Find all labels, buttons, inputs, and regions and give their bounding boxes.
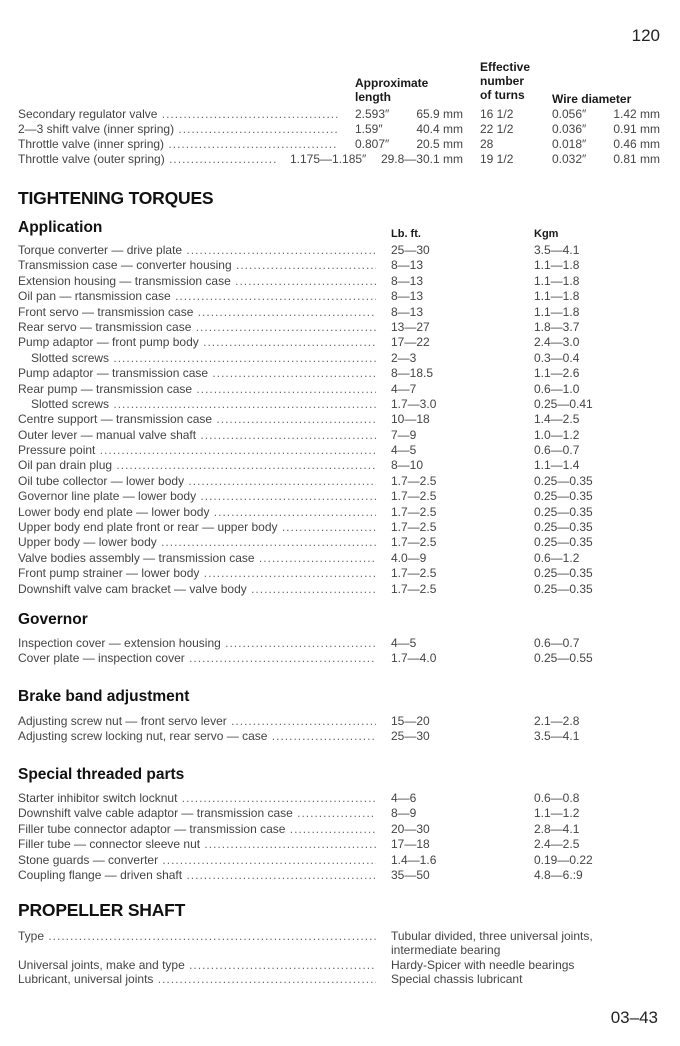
torque-label: Extension housing — transmission case ..... (18, 274, 376, 289)
torque-label: Adjusting screw locking nut, rear servo — case ..... (18, 729, 376, 744)
header-line: number (480, 74, 525, 88)
spring-row (18, 152, 668, 167)
col-kgm-header: Kgm (534, 228, 559, 240)
lbft-value: 1.7—2.5 (391, 473, 437, 488)
kgm-value: 0.19—0.22 (534, 852, 593, 867)
torque-row (18, 428, 668, 443)
lbft-value: 4.0—9 (391, 550, 427, 565)
kgm-value: 1.1—2.6 (534, 366, 580, 381)
length-mm: 65.9 mm (416, 107, 463, 121)
torque-row (18, 289, 668, 304)
torque-label: Lower body end plate — lower body ..... (18, 505, 376, 520)
torque-row (18, 520, 668, 535)
torque-label: Filler tube — connector sleeve nut ..... (18, 837, 376, 852)
torque-label: Front pump strainer — lower body ..... (18, 566, 376, 581)
wire-in: 0.032″ (552, 152, 587, 166)
torque-row (18, 837, 668, 852)
kgm-value: 1.1—1.4 (534, 458, 580, 473)
kgm-value: 1.0—1.2 (534, 427, 580, 442)
length-in: 1.59″ (355, 122, 383, 136)
spring-row (18, 107, 668, 122)
special-threaded-table (18, 791, 668, 883)
kgm-value: 2.1—2.8 (534, 714, 580, 728)
spring-label: Throttle valve (inner spring) ..... (18, 137, 338, 152)
lbft-value: 17—18 (391, 837, 430, 852)
kgm-value: 0.25—0.55 (534, 651, 593, 666)
torque-label: Inspection cover — extension housing ..... (18, 636, 376, 651)
torque-label: Pump adaptor — front pump body ..... (18, 335, 376, 350)
lbft-value: 20—30 (391, 821, 430, 836)
torque-row (18, 714, 668, 729)
torque-row (18, 868, 668, 883)
wire-in: 0.036″ (552, 122, 587, 136)
kgm-value: 0.25—0.35 (534, 473, 593, 488)
spring-row (18, 137, 668, 152)
lbft-value: 25—30 (391, 729, 430, 744)
torque-row (18, 305, 668, 320)
special-threaded-heading: Special threaded parts (18, 766, 185, 783)
spec-value-line: intermediate bearing (391, 943, 501, 957)
lbft-value: 7—9 (391, 427, 417, 442)
page-number-top: 120 (631, 26, 660, 45)
col-lbft-header: Lb. ft. (391, 228, 421, 240)
lbft-value: 17—22 (391, 335, 430, 350)
torque-label: Governor line plate — lower body ..... (18, 489, 376, 504)
spec-label: Lubricant, universal joints ..... (18, 972, 376, 986)
kgm-value: 1.8—3.7 (534, 319, 580, 334)
spring-table (18, 107, 668, 167)
spring-label: Throttle valve (outer spring) ..... (18, 152, 278, 167)
kgm-value: 1.1—1.8 (534, 289, 580, 304)
torque-label: Adjusting screw nut — front servo lever ..... (18, 714, 376, 729)
torque-label: Slotted screws ..... (18, 351, 376, 366)
torque-row (18, 489, 668, 504)
torque-label: Downshift valve cam bracket — valve body ..... (18, 582, 376, 597)
kgm-value: 0.6—1.0 (534, 381, 580, 396)
torque-label: Centre support — transmission case ..... (18, 412, 376, 427)
wire-in: 0.056″ (552, 107, 587, 121)
torque-label: Cover plate — inspection cover ..... (18, 651, 376, 666)
kgm-value: 1.1—1.8 (534, 304, 580, 319)
kgm-value: 0.25—0.41 (534, 396, 593, 411)
torque-label: Starter inhibitor switch locknut ..... (18, 791, 376, 806)
length-mm: 20.5 mm (416, 137, 463, 151)
torque-label: Upper body — lower body ..... (18, 535, 376, 550)
torque-label: Pump adaptor — transmission case ..... (18, 366, 376, 381)
header-line: of turns (480, 88, 525, 102)
header-line: Approximate (355, 76, 429, 90)
torque-row (18, 443, 668, 458)
kgm-value: 0.25—0.35 (534, 581, 593, 596)
wire-in: 0.018″ (552, 137, 587, 151)
torque-label: Valve bodies assembly — transmission case ..... (18, 551, 376, 566)
kgm-value: 0.6—0.7 (534, 443, 580, 458)
kgm-value: 2.4—2.5 (534, 837, 580, 852)
torque-row (18, 382, 668, 397)
kgm-value: 0.25—0.35 (534, 489, 593, 504)
kgm-value: 1.1—1.8 (534, 273, 580, 288)
torque-row (18, 806, 668, 821)
torque-row (18, 397, 668, 412)
torque-row (18, 335, 668, 350)
lbft-value: 1.7—2.5 (391, 566, 437, 581)
torque-row (18, 822, 668, 837)
lbft-value: 35—50 (391, 867, 430, 882)
torque-table (18, 243, 668, 597)
torque-row (18, 729, 668, 744)
torque-label: Filler tube connector adaptor — transmission case ..... (18, 822, 376, 837)
lbft-value: 25—30 (391, 243, 430, 257)
lbft-value: 4—5 (391, 636, 417, 650)
spring-col-wire-header: Wire diameter (552, 92, 632, 106)
lbft-value: 1.4—1.6 (391, 852, 437, 867)
application-heading: Application (18, 219, 103, 236)
torque-row (18, 582, 668, 597)
kgm-value: 0.25—0.35 (534, 535, 593, 550)
header-line: length (355, 90, 391, 104)
kgm-value: 0.25—0.35 (534, 504, 593, 519)
lbft-value: 4—5 (391, 443, 417, 458)
length-in: 1.175—1.185″ (290, 152, 367, 166)
section-title-propeller-shaft: PROPELLER SHAFT (18, 900, 186, 920)
torque-row (18, 636, 668, 651)
section-title-tightening-torques: TIGHTENING TORQUES (18, 188, 214, 208)
lbft-value: 4—7 (391, 381, 417, 396)
torque-row (18, 474, 668, 489)
kgm-value: 0.6—1.2 (534, 550, 580, 565)
spec-value: Hardy-Spicer with needle bearings (391, 958, 575, 972)
turns: 19 1/2 (480, 152, 514, 166)
turns: 22 1/2 (480, 122, 514, 136)
torque-label: Rear servo — transmission case ..... (18, 320, 376, 335)
length-mm: 29.8—30.1 mm (380, 152, 463, 166)
torque-row (18, 274, 668, 289)
torque-row (18, 258, 668, 273)
torque-row (18, 566, 668, 581)
turns: 28 (480, 137, 494, 151)
kgm-value: 3.5—4.1 (534, 729, 580, 744)
torque-row (18, 366, 668, 381)
spec-row (18, 972, 668, 986)
spring-label: Secondary regulator valve ..... (18, 107, 338, 122)
torque-row (18, 412, 668, 427)
kgm-value: 2.4—3.0 (534, 335, 580, 350)
torque-row (18, 320, 668, 335)
wire-mm: 0.91 mm (613, 122, 660, 136)
kgm-value: 2.8—4.1 (534, 821, 580, 836)
lbft-value: 1.7—4.0 (391, 651, 437, 666)
kgm-value: 0.25—0.35 (534, 520, 593, 535)
kgm-value: 1.1—1.2 (534, 806, 580, 821)
torque-label: Rear pump — transmission case ..... (18, 382, 376, 397)
spring-col-length-header (355, 76, 428, 104)
torque-row (18, 535, 668, 550)
kgm-value: 3.5—4.1 (534, 243, 580, 257)
kgm-value: 1.1—1.8 (534, 258, 580, 273)
spec-value-line: Tubular divided, three universal joints, (391, 929, 593, 943)
spec-label: Universal joints, make and type ..... (18, 958, 376, 972)
torque-label: Transmission case — converter housing ..... (18, 258, 376, 273)
spec-row (18, 929, 668, 958)
turns: 16 1/2 (480, 107, 514, 121)
kgm-value: 4.8—6.:9 (534, 867, 583, 882)
torque-row (18, 853, 668, 868)
lbft-value: 8—13 (391, 273, 424, 288)
torque-row (18, 551, 668, 566)
spring-col-turns-header (480, 60, 530, 102)
spec-value: Special chassis lubricant (391, 972, 523, 986)
torque-row (18, 458, 668, 473)
spring-row (18, 122, 668, 137)
torque-label: Upper body end plate front or rear — upper body ..... (18, 520, 376, 535)
lbft-value: 8—13 (391, 258, 424, 273)
lbft-value: 15—20 (391, 714, 430, 728)
spec-label: Type ..... (18, 929, 376, 943)
lbft-value: 1.7—3.0 (391, 396, 437, 411)
wire-mm: 0.46 mm (613, 137, 660, 151)
torque-row (18, 791, 668, 806)
torque-label: Downshift valve cable adaptor — transmission case ..... (18, 806, 376, 821)
torque-label: Pressure point ..... (18, 443, 376, 458)
lbft-value: 13—27 (391, 319, 430, 334)
lbft-value: 1.7—2.5 (391, 489, 437, 504)
torque-row (18, 651, 668, 666)
propeller-shaft-table (18, 929, 668, 986)
torque-label: Outer lever — manual valve shaft ..... (18, 428, 376, 443)
length-in: 0.807″ (355, 137, 390, 151)
lbft-value: 1.7—2.5 (391, 535, 437, 550)
header-line: Effective (480, 60, 531, 74)
torque-label: Slotted screws ..... (18, 397, 376, 412)
kgm-value: 0.3—0.4 (534, 350, 580, 365)
lbft-value: 8—9 (391, 806, 417, 821)
kgm-value: 1.4—2.5 (534, 412, 580, 427)
torque-label: Oil tube collector — lower body ..... (18, 474, 376, 489)
lbft-value: 8—10 (391, 458, 424, 473)
brake-band-table (18, 714, 668, 745)
spring-label: 2—3 shift valve (inner spring) ..... (18, 122, 338, 137)
lbft-value: 1.7—2.5 (391, 520, 437, 535)
lbft-value: 8—13 (391, 289, 424, 304)
governor-heading: Governor (18, 611, 88, 628)
torque-row (18, 351, 668, 366)
kgm-value: 0.25—0.35 (534, 566, 593, 581)
lbft-value: 10—18 (391, 412, 430, 427)
torque-label: Stone guards — converter ..... (18, 853, 376, 868)
torque-label: Torque converter — drive plate ..... (18, 243, 376, 258)
wire-mm: 1.42 mm (613, 107, 660, 121)
brake-band-heading: Brake band adjustment (18, 688, 190, 705)
kgm-value: 0.6—0.8 (534, 791, 580, 805)
governor-table (18, 636, 668, 667)
torque-row (18, 505, 668, 520)
torque-label: Oil pan — rtansmission case ..... (18, 289, 376, 304)
spec-value (391, 929, 651, 957)
spec-row (18, 958, 668, 972)
lbft-value: 1.7—2.5 (391, 581, 437, 596)
length-in: 2.593″ (355, 107, 390, 121)
torque-label: Oil pan drain plug ..... (18, 458, 376, 473)
wire-mm: 0.81 mm (613, 152, 660, 166)
lbft-value: 4—6 (391, 791, 417, 805)
lbft-value: 1.7—2.5 (391, 504, 437, 519)
torque-label: Front servo — transmission case ..... (18, 305, 376, 320)
torque-label: Coupling flange — driven shaft ..... (18, 868, 376, 883)
lbft-value: 8—13 (391, 304, 424, 319)
length-mm: 40.4 mm (416, 122, 463, 136)
kgm-value: 0.6—0.7 (534, 636, 580, 650)
lbft-value: 8—18.5 (391, 366, 434, 381)
page-number-bottom: 03–43 (610, 1008, 658, 1027)
lbft-value: 2—3 (391, 350, 417, 365)
torque-row (18, 243, 668, 258)
